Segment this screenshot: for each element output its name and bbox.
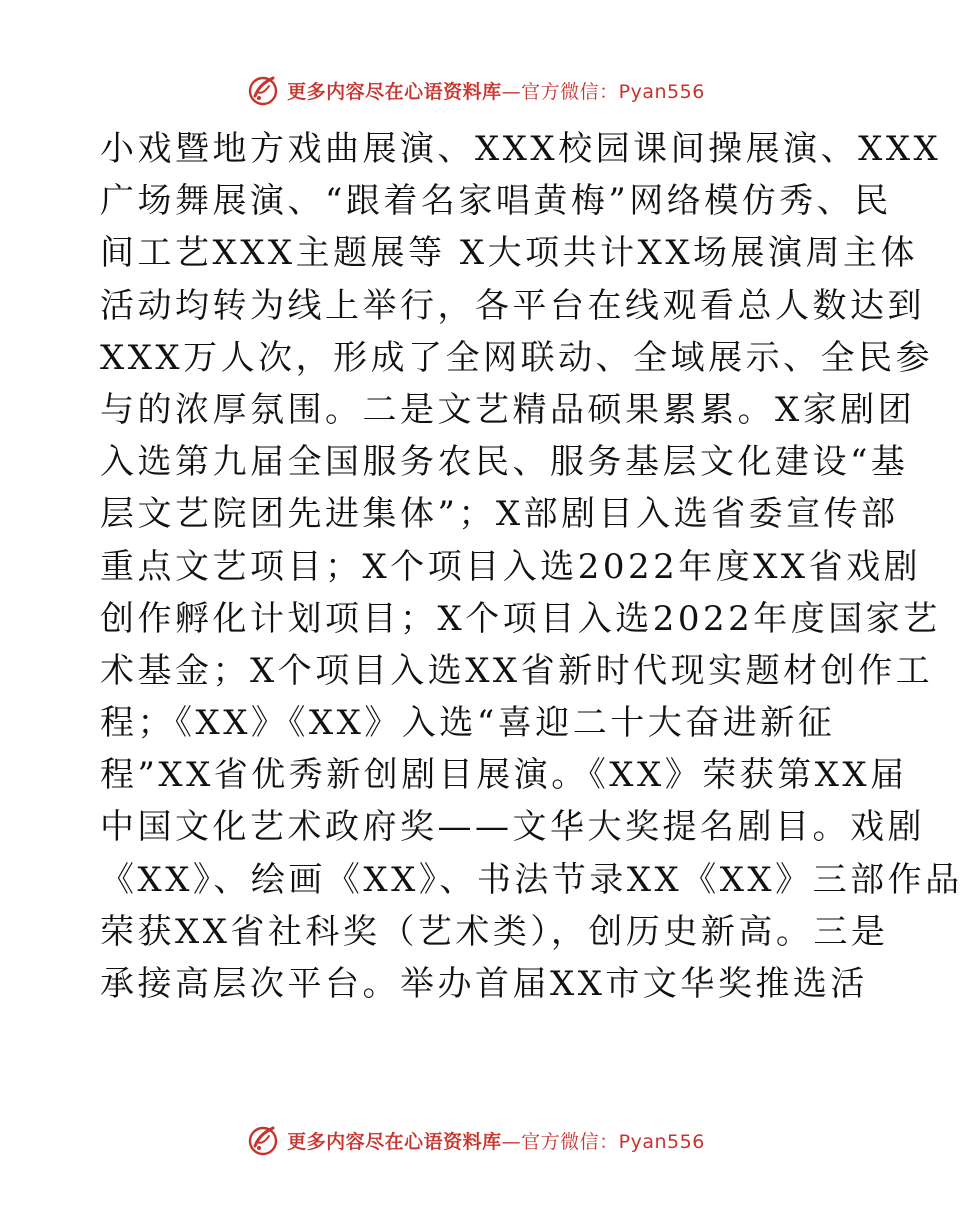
body-line-8: 层文艺院团先进集体”；X部剧目入选省委宣传部 [100, 494, 899, 535]
body-line-12: 程；《XX》《XX》入选“喜迎二十大奋进新征 [100, 703, 836, 744]
body-line-4: 活动均转为线上举行，各平台在线观看总人数达到 [100, 285, 925, 326]
body-line-17: 承接高层次平台。举办首届XX市文华奖推选活 [100, 964, 868, 1004]
header-watermark-banner [0, 70, 950, 110]
document-body [100, 123, 963, 1010]
body-line-14: 中国文化艺术政府奖——文华大奖提名剧目。戏剧 [100, 807, 925, 848]
body-line-7: 入选第九届全国服务农民、服务基层文化建设“基 [100, 442, 909, 483]
body-line-2: 广场舞展演、“跟着名家唱黄梅”网络模仿秀、民 [100, 181, 892, 222]
header-banner-wechat: 官方微信：Pyan556 [521, 80, 705, 103]
footer-banner-dash: — [501, 1130, 522, 1153]
body-line-9: 重点文艺项目；X个项目入选2022年度XX省戏剧 [100, 546, 922, 587]
body-line-1: 小戏暨地方戏曲展演、XXX校园课间操展演、XXX [100, 129, 942, 169]
footer-watermark-banner [0, 1120, 950, 1160]
footer-banner-wechat: 官方微信：Pyan556 [521, 1130, 705, 1153]
body-line-13: 程”XX省优秀新创剧目展演。《XX》荣获第XX届 [100, 755, 908, 796]
footer-banner-text [287, 1127, 705, 1154]
header-banner-dash: — [501, 80, 522, 103]
header-banner-text [287, 77, 705, 104]
body-line-3: 间工艺XXX主题展等 X大项共计XX场展演周主体 [100, 233, 919, 274]
body-line-16: 荣获XX省社科奖（艺术类），创历史新高。三是 [100, 911, 889, 952]
calligraphy-brush-logo-icon [245, 72, 281, 108]
footer-banner-main: 更多内容尽在心语资料库 [287, 1130, 502, 1153]
header-banner-main: 更多内容尽在心语资料库 [287, 80, 502, 103]
body-line-6: 与的浓厚氛围。二是文艺精品硕果累累。X家剧团 [100, 389, 916, 430]
calligraphy-brush-logo-icon [245, 1122, 281, 1158]
body-line-15: 《XX》、绘画《XX》、书法节录XX《XX》三部作品 [100, 859, 963, 900]
body-line-10: 创作孵化计划项目；X个项目入选2022年度国家艺 [100, 598, 941, 639]
body-line-11: 术基金；X个项目入选XX省新时代现实题材创作工 [100, 650, 934, 691]
body-line-5: XXX万人次，形成了全网联动、全域展示、全民参 [100, 337, 934, 378]
